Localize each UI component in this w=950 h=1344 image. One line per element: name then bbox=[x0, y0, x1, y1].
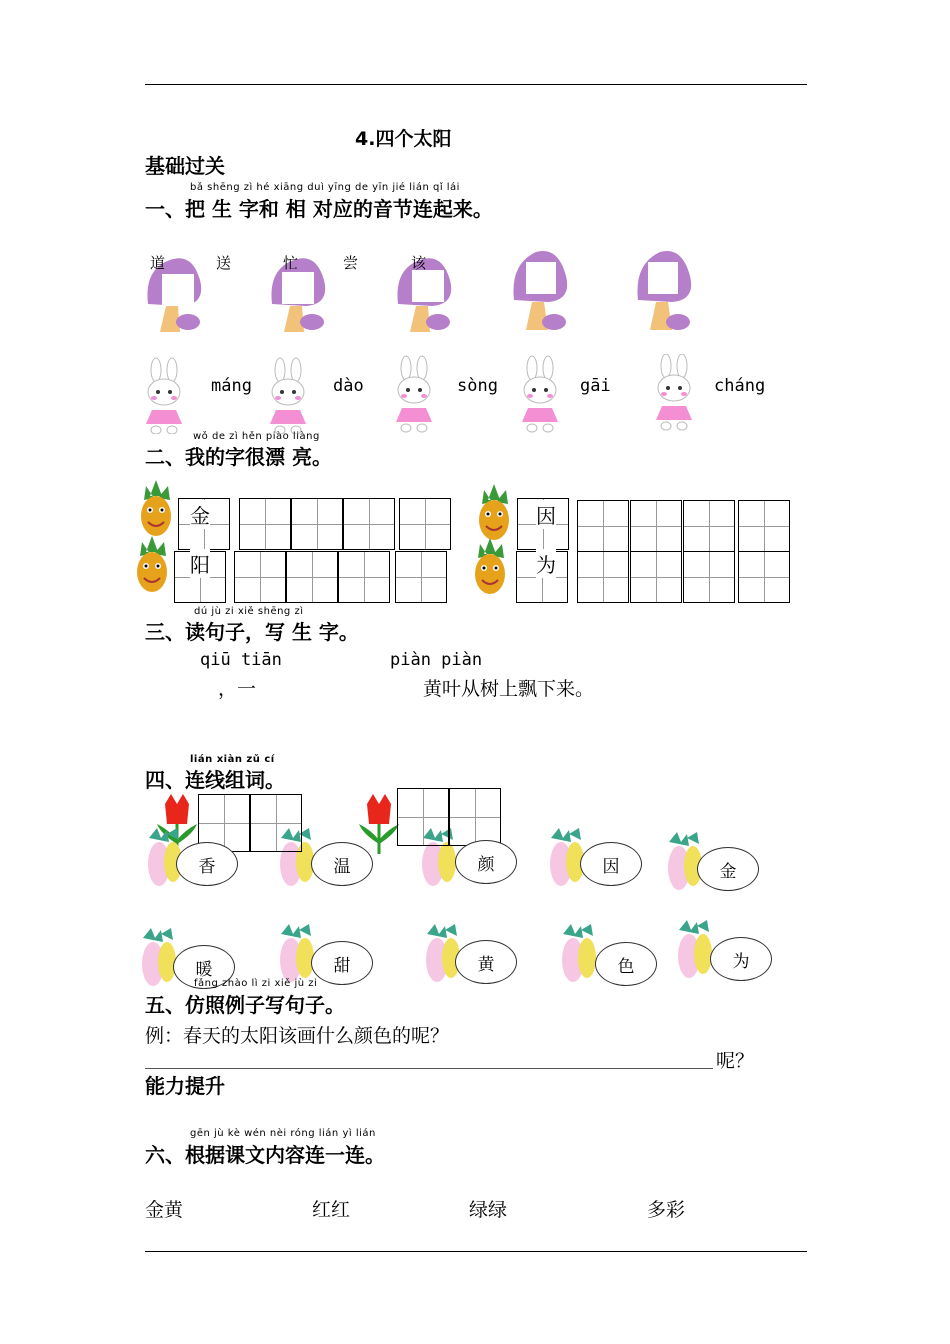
q2-char: 阳 bbox=[190, 549, 210, 578]
word-oval[interactable]: 颜 bbox=[455, 840, 517, 884]
q3-sentence-b: 黄叶从树上飘下来。 bbox=[423, 678, 595, 700]
q5-example: 例：春天的太阳该画什么颜色的呢？ bbox=[145, 1025, 450, 1047]
q5-pinyin: fǎng zhào lì zi xiě jù zi bbox=[194, 978, 318, 989]
q2-heading: 二、我的字很漂 亮。 bbox=[145, 445, 332, 469]
fruit-icon bbox=[550, 828, 584, 886]
q1-syllable: dào bbox=[333, 376, 364, 396]
fruit-icon bbox=[562, 924, 596, 982]
q2-char: 因 bbox=[536, 500, 556, 529]
q6-heading: 六、根据课文内容连一连。 bbox=[145, 1143, 385, 1167]
q2-char: 金 bbox=[190, 500, 210, 529]
q5-heading: 五、仿照例子写句子。 bbox=[145, 993, 345, 1017]
q1-pinyin: bǎ shēng zì hé xiāng duì yīng de yīn jié lián qǐ lái bbox=[190, 182, 460, 193]
q1-syllable: cháng bbox=[714, 376, 766, 396]
q1-syllable: gāi bbox=[580, 376, 611, 396]
q3-pinyin-a: qiū tiān bbox=[200, 650, 282, 670]
bunny-icon bbox=[522, 356, 558, 432]
mushroom-icon bbox=[637, 251, 691, 330]
q2-char: 为 bbox=[536, 549, 556, 578]
q4-heading: 四、连线组词。 bbox=[145, 768, 285, 792]
write-grid-cell[interactable] bbox=[239, 498, 291, 550]
pineapple-icon bbox=[137, 536, 167, 592]
q6-pinyin: gēn jù kè wén nèi róng lián yì lián bbox=[190, 1128, 376, 1139]
q6-word: 金黄 bbox=[145, 1199, 184, 1221]
write-grid-cell[interactable] bbox=[286, 551, 338, 603]
word-oval[interactable]: 温 bbox=[311, 842, 373, 886]
q6-word: 绿绿 bbox=[469, 1199, 508, 1221]
write-grid-cell[interactable] bbox=[338, 551, 390, 603]
section-ability: 能力提升 bbox=[145, 1074, 225, 1098]
q6-word: 红红 bbox=[312, 1199, 351, 1221]
q1-char: 送 bbox=[216, 254, 232, 272]
word-oval[interactable]: 因 bbox=[580, 842, 642, 886]
bunny-icon bbox=[396, 356, 432, 432]
write-grid-cell[interactable] bbox=[683, 500, 735, 552]
q3-pinyin: dú jù zi xiě shēng zì bbox=[194, 606, 304, 617]
write-grid-cell[interactable] bbox=[395, 551, 447, 603]
pineapple-icon bbox=[479, 484, 509, 540]
section-basic: 基础过关 bbox=[145, 154, 225, 178]
bunny-icon bbox=[146, 358, 182, 434]
word-oval[interactable]: 甜 bbox=[311, 941, 373, 985]
q1-heading: 一、把 生 字和 相 对应的音节连起来。 bbox=[145, 197, 493, 221]
q5-answer-line[interactable] bbox=[145, 1068, 713, 1069]
write-grid-cell[interactable] bbox=[577, 500, 629, 552]
bunny-icon bbox=[270, 358, 306, 434]
bottom-rule bbox=[145, 1251, 807, 1252]
q1-syllable: máng bbox=[211, 376, 252, 396]
pineapple-icon bbox=[141, 480, 171, 536]
q6-word: 多彩 bbox=[647, 1199, 686, 1221]
page-title: 4.四个太阳 bbox=[355, 128, 452, 150]
write-grid-cell[interactable] bbox=[738, 500, 790, 552]
mushroom-row bbox=[142, 244, 782, 339]
mushroom-icon bbox=[271, 258, 325, 332]
q3-sentence-a: ，一 bbox=[218, 678, 257, 700]
tulip-icon bbox=[359, 794, 399, 854]
q4-pinyin: lián xiàn zǔ cí bbox=[190, 754, 275, 765]
word-oval[interactable]: 金 bbox=[697, 847, 759, 891]
word-oval[interactable]: 暖 bbox=[173, 945, 235, 989]
write-grid-cell[interactable] bbox=[399, 498, 451, 550]
word-oval[interactable]: 色 bbox=[595, 942, 657, 986]
fruit-icon bbox=[678, 920, 712, 978]
q1-char: 尝 bbox=[343, 254, 359, 272]
q1-char: 忙 bbox=[283, 254, 299, 272]
answer-grid-cell[interactable] bbox=[449, 788, 501, 846]
fruit-icon bbox=[426, 924, 460, 982]
word-oval[interactable]: 香 bbox=[176, 842, 238, 886]
fruit-icon bbox=[668, 832, 702, 890]
word-oval[interactable]: 为 bbox=[710, 937, 772, 981]
fruit-icon bbox=[280, 924, 314, 982]
q5-suffix: 呢？ bbox=[716, 1050, 755, 1072]
write-grid-cell[interactable] bbox=[630, 500, 682, 552]
write-grid-cell[interactable] bbox=[291, 498, 343, 550]
word-oval[interactable]: 黄 bbox=[455, 940, 517, 984]
write-grid-cell[interactable] bbox=[234, 551, 286, 603]
q1-syllable: sòng bbox=[457, 376, 498, 396]
q2-pinyin: wǒ de zì hěn piào liàng bbox=[193, 431, 320, 442]
write-grid-cell[interactable] bbox=[343, 498, 395, 550]
pineapple-icon bbox=[475, 538, 505, 594]
answer-grid-cell[interactable] bbox=[397, 788, 449, 846]
answer-grid-cell[interactable] bbox=[250, 794, 302, 852]
write-grid-cell[interactable] bbox=[738, 551, 790, 603]
top-rule bbox=[145, 84, 807, 85]
fruit-icon bbox=[142, 928, 176, 986]
q1-char: 道 bbox=[150, 254, 166, 272]
q1-char: 该 bbox=[411, 254, 427, 272]
q3-pinyin-b: piàn piàn bbox=[390, 650, 483, 670]
write-grid-cell[interactable] bbox=[577, 551, 629, 603]
mushroom-icon bbox=[513, 251, 567, 330]
write-grid-cell[interactable] bbox=[630, 551, 682, 603]
write-grid-cell[interactable] bbox=[683, 551, 735, 603]
bunny-icon bbox=[656, 354, 692, 430]
q3-heading: 三、读句子，写 生 字。 bbox=[145, 620, 359, 644]
